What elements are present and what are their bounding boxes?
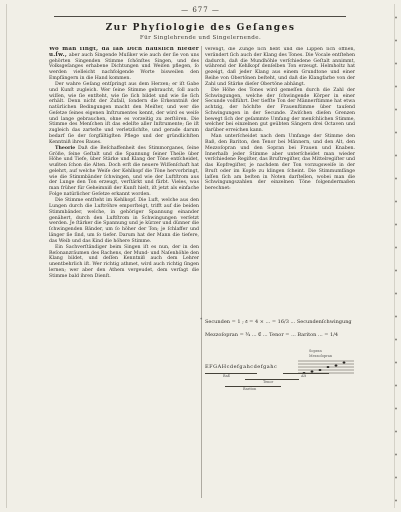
left-paragraph [49,146,199,198]
right-paragraph: Man unterſcheidet nach dem Umfange der Stimme den Baß, den Bariton, den Tenor bei Männern, und den Alt, den Mezzoſopran und den Sopran bei Frauen und Knaben. Innerhalb jeder Stimme aber unterſcheidet man wieder verſchiedene Regiſter, das Bruſtregiſter, das Mittelregiſter und das Kopfregiſter, je nachdem der Ton vorzugsweiſe in der Bruſt oder im Kopfe zu klingen ſcheint. Die Stimmumfänge laſſen ſich am beſten in Noten darſtellen, wobei man die Schwingungszahlen der einzelnen Töne folgendermaßen berechnet: [205,134,355,192]
left-paragraph-text: aber auch Singende Muſiker wie auch der ſie von uns gehörten Singenden Stimme ſchönſtes Singen, und des Volksgeſanges erhabene Dichtungen und Weiſen pflegen, ſo werden vielleicht nachfolgende Worte bisweilen den Empfängern in die Hand kommen. [49,52,199,81]
notation-label-tenor: Tenor [263,380,274,384]
notation-label-sopran: Sopran [309,349,322,353]
page-number: — 677 — [181,6,220,14]
left-paragraph: Der wahre Geſang entſpringt aus dem Herzen; er iſt Gabe und Kunſt zugleich. Wer ſeine Stimme gebraucht, ſoll auch wiſſen, wie ſie entſteht, wie ſie ſich bildet und wie ſie ſich erhält. Denn nicht der Zufall, ſondern die Erkenntniß der natürlichen Bedingungen macht den Meiſter, und wer die Geſetze ſeines eigenen Inſtrumentes kennt, der wird es weiſe und lange gebrauchen, ohne es vorzeitig zu zerſtören. Die Stimme des Menſchen iſt das edelſte aller Inſtrumente; ſie iſt zugleich das zarteſte und verletzlichſte, und gerade darum bedarf ſie der ſorgfältigſten Pflege und der gründlichſten Kenntniß ihres Baues. [49,82,199,145]
right-text-column [205,47,355,312]
left-paragraph: Ein Sachverſtändiger beim Singen iſt es nun, der in den Reſonanzräumen des Rachens, der Mund- und Naſenhöhle den Klang bildet, und deſſen Kenntniß auch dem Lehrer unentbehrlich iſt. Wer richtig athmet, wird auch richtig ſingen lernen; wer aber den Athem vergeudet, dem verſagt die Stimme bald ihren Dienſt. [49,244,199,279]
formula-line-1: Secunden = 1 ; 𝔞 = 4 × ... = 16/3 ... Secundenſchwingung [205,319,352,325]
binding-edge [393,6,399,506]
notation-label-mezzo: Mezzoſopran [309,354,333,358]
range-bracket-bass [205,373,257,374]
left-text-column [49,47,199,499]
left-paragraph: Die Stimme entſteht im Kehlkopf. Die Luft, welche aus den Lungen durch die Luftröhre emporſteigt, trifft auf die beiden Stimmbänder, welche, in gehöriger Spannung einander genähert, durch den Luftſtrom in Schwingungen verſetzt werden. Je ſtärker die Spannung und je kürzer und dünner die ſchwingenden Bänder, um ſo höher der Ton; je ſchlaffer und länger ſie ſind, um ſo tiefer. Darum hat der Mann die tiefere, das Weib und das Kind die höhere Stimme. [49,198,199,244]
formula-line-2: Mezzoſopran = ¾ ... 𝔈 ... Tenor = ... Bariton ... = 1/4 [205,332,339,338]
left-paragraph-text: Daß die Beſchaffenheit des Stimmorganes, ſeine Größe, ſeine Geſtalt und die Spannung ſeiner Theile über Höhe und Tiefe, über Stärke und Klang der Töne entſcheidet, wußten ſchon die Alten. Doch erſt die neuere Wiſſenſchaft hat gelehrt, auf welche Weiſe der Kehlkopf die Töne hervorbringt, wie die Stimmbänder ſchwingen, und wie der Luftſtrom aus der Lunge den Ton erzeugt, verſtärkt und färbt. Vieles, was man früher für Geheimniß der Kunſt hielt, iſt jetzt als einfache Folge natürlicher Geſetze erkannt worden. [49,145,199,197]
column-divider [201,46,202,498]
left-paragraph-lead [49,47,199,82]
right-paragraph: Die Höhe des Tones wird gemeſſen durch die Zahl der Schwingungen, welche der ſchwingende Körper in einer Secunde vollführt. Der tiefſte Ton der Männerſtimme hat etwa achtzig, der höchſte der Frauenſtimme über tauſend Schwingungen in der Secunde. Zwiſchen dieſen Grenzen bewegt ſich der geſammte Umfang der menſchlichen Stimme, welcher bei einzelnen gut geübten Sängern drei Octaven und darüber erreichen kann. [205,87,355,134]
notation-label-alt: Alt [301,374,307,378]
right-paragraph: verengt, die Zunge ſich hebt und die Lippen ſich öffnen, verändert ſich auch der Klang des Tones. Die Vocale entſtehen dadurch, daß die Mundhöhle verſchiedene Geſtalt annimmt, während der Kehlkopf denſelben Ton erzeugt. Helmholtz hat gezeigt, daß jeder Klang aus einem Grundtone und einer Reihe von Obertönen beſteht, und daß die Klangfarbe von der Zahl und Stärke dieſer Obertöne abhängt. [205,47,355,87]
article-subtitle: Für Singlehrende und Singelernende. [139,35,262,41]
note-scale-letters: EFGAHcdefgahcdefgahc [205,364,278,370]
inline-bold-word: Theorie [55,145,76,151]
header-rule [54,16,346,17]
notation-label-baritone: Bariton [243,387,257,391]
formula-marker: * [200,318,203,323]
article-title: Zur Phyſiologie des Geſanges [105,23,296,33]
voice-range-diagram [205,349,355,401]
lead-phrase: Wo man ſingt, da laß Dich häuslich nieder u.ſw., [49,47,199,58]
notation-label-bass: Baß [223,374,230,378]
